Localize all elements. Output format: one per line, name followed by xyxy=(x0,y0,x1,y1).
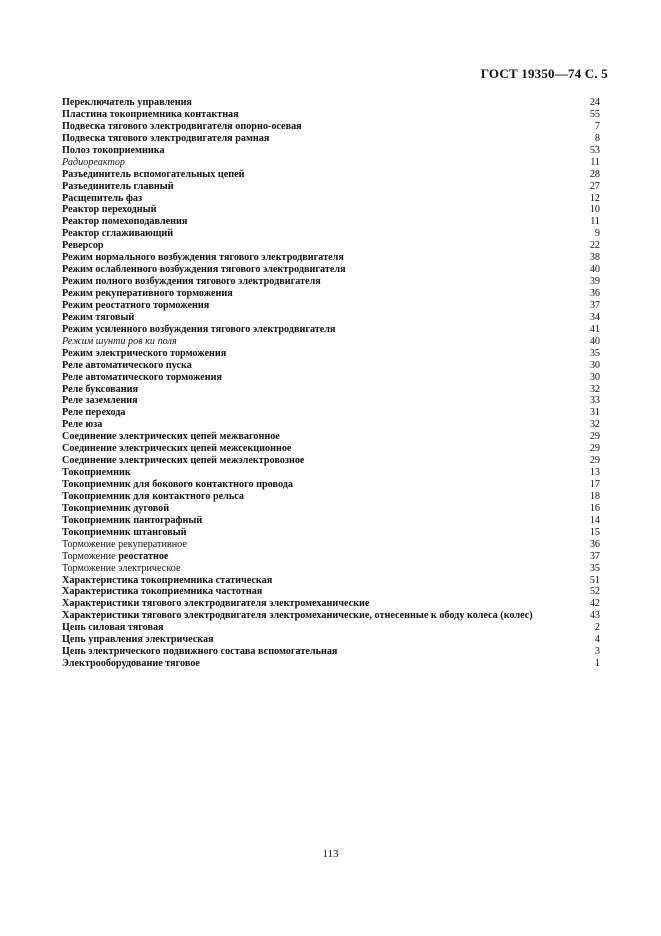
index-term: Характеристика токоприемника статическая xyxy=(62,574,273,586)
index-page-number: 36 xyxy=(589,538,600,550)
index-term: Характеристика токоприемника частотная xyxy=(62,586,263,598)
index-page-number: 10 xyxy=(589,204,600,216)
index-page-number: 37 xyxy=(589,550,600,562)
index-term: Характеристики тягового электродвигателя электромеханические xyxy=(62,598,370,610)
index-page-number: 51 xyxy=(589,574,600,586)
index-term: Переключатель управления xyxy=(62,97,192,108)
index-row xyxy=(62,527,600,539)
index-page-number: 34 xyxy=(589,311,600,323)
index-page-number: 40 xyxy=(589,264,600,276)
index-term: Токоприемник xyxy=(62,467,131,479)
index-term: Режим полного возбуждения тягового электродвигателя xyxy=(62,276,321,288)
index-term: Подвеска тягового электродвигателя рамная xyxy=(62,132,270,144)
index-term: Торможение электрическое xyxy=(62,562,181,574)
index-page-number: 52 xyxy=(589,586,600,598)
index-row xyxy=(62,563,600,575)
index-row xyxy=(62,479,600,491)
index-row xyxy=(62,193,600,205)
index-row xyxy=(62,419,600,431)
index-page-number: 28 xyxy=(589,168,600,180)
index-row xyxy=(62,503,600,515)
index-row xyxy=(62,551,600,563)
index-term-emphasis: реостатное xyxy=(118,550,169,562)
index-page-number: 32 xyxy=(589,419,600,431)
index-term: Токоприемник дуговой xyxy=(62,502,170,514)
index-row xyxy=(62,336,600,348)
page-header: ГОСТ 19350—74 С. 5 xyxy=(480,66,608,81)
index-page-number: 24 xyxy=(589,97,600,108)
index-page-number: 43 xyxy=(589,610,600,622)
index-page-number: 2 xyxy=(594,622,600,634)
index-term: Реле автоматического торможения xyxy=(62,371,222,383)
index-term: Реле автоматического пуска xyxy=(62,359,192,371)
index-row xyxy=(62,658,600,670)
index-term xyxy=(62,551,168,563)
index-page-number: 35 xyxy=(589,562,600,574)
index-page-number: 35 xyxy=(589,347,600,359)
index-page-number: 3 xyxy=(594,646,600,658)
index-page-number: 40 xyxy=(589,335,600,347)
index-term: Токоприемник пантографный xyxy=(62,514,203,526)
index-page-number: 29 xyxy=(589,431,600,443)
index-page-number: 30 xyxy=(589,371,600,383)
index-term: Реактор переходный xyxy=(62,204,157,216)
index-term: Реле заземления xyxy=(62,395,138,407)
index-term: Реле юза xyxy=(62,419,103,431)
index-term: Соединение электрических цепей межвагонное xyxy=(62,431,280,443)
alphabetical-index xyxy=(62,97,600,670)
index-row xyxy=(62,288,600,300)
index-page-number: 16 xyxy=(589,502,600,514)
index-term: Реле буксования xyxy=(62,383,139,395)
index-page-number: 36 xyxy=(589,288,600,299)
index-term: Токоприемник для бокового контактного провода xyxy=(62,479,294,490)
index-row xyxy=(62,348,600,360)
index-row xyxy=(62,97,600,109)
index-page-number: 39 xyxy=(589,276,600,288)
index-term: Режим усиленного возбуждения тягового электродвигателя xyxy=(62,323,336,335)
index-term: Радиореактор xyxy=(62,156,126,168)
index-row xyxy=(62,264,600,276)
index-page-number: 4 xyxy=(594,634,600,646)
index-row xyxy=(62,431,600,443)
index-term: Реактор помехоподавления xyxy=(62,216,188,228)
index-term: Пластина токоприемника контактная xyxy=(62,108,239,120)
index-term: Режим тяговый xyxy=(62,311,135,323)
index-term: Цепь управления электрическая xyxy=(62,634,214,646)
index-row xyxy=(62,181,600,193)
index-row xyxy=(62,228,600,240)
index-page-number: 12 xyxy=(589,192,600,204)
index-row xyxy=(62,634,600,646)
index-term: Реверсор xyxy=(62,240,104,252)
index-page-number: 8 xyxy=(594,132,600,144)
index-term: Подвеска тягового электродвигателя опорно-осевая xyxy=(62,120,302,132)
index-term: Режим шунти ров ки поля xyxy=(62,335,177,347)
index-row xyxy=(62,133,600,145)
index-page-number: 11 xyxy=(590,156,600,168)
index-row xyxy=(62,312,600,324)
index-page-number: 22 xyxy=(589,240,600,252)
index-page-number: 30 xyxy=(589,359,600,371)
index-row xyxy=(62,598,600,610)
index-page-number: 13 xyxy=(589,467,600,479)
index-row xyxy=(62,610,600,622)
index-row xyxy=(62,372,600,384)
index-row xyxy=(62,240,600,252)
index-term: Режим рекуперативного торможения xyxy=(62,288,233,299)
index-row xyxy=(62,169,600,181)
index-row xyxy=(62,109,600,121)
index-page-number: 37 xyxy=(589,299,600,311)
index-row xyxy=(62,216,600,228)
index-row xyxy=(62,515,600,527)
index-page-number: 1 xyxy=(594,658,600,670)
index-row xyxy=(62,360,600,372)
index-row xyxy=(62,586,600,598)
index-page-number: 14 xyxy=(589,514,600,526)
index-row xyxy=(62,252,600,264)
index-term: Характеристики тягового электродвигателя электромеханические, отнесенные к ободу колеса (колес) xyxy=(62,610,533,622)
index-term: Расщепитель фаз xyxy=(62,192,143,204)
index-term: Цепь электрического подвижного состава вспомогательная xyxy=(62,646,338,658)
index-term: Полоз токоприемника xyxy=(62,144,165,156)
index-term-text: Торможение xyxy=(62,550,116,562)
index-term: Токоприемник для контактного рельса xyxy=(62,490,245,502)
index-page-number: 53 xyxy=(589,144,600,156)
index-page-number: 29 xyxy=(589,443,600,455)
index-row xyxy=(62,145,600,157)
index-page-number: 31 xyxy=(589,407,600,419)
index-page-number: 9 xyxy=(594,228,600,240)
index-row xyxy=(62,539,600,551)
page-number: 113 xyxy=(322,848,339,860)
index-row xyxy=(62,491,600,503)
index-page-number: 27 xyxy=(589,180,600,192)
index-row xyxy=(62,407,600,419)
index-term: Цепь силовая тяговая xyxy=(62,622,164,634)
index-row xyxy=(62,121,600,133)
index-row xyxy=(62,443,600,455)
index-page-number: 38 xyxy=(589,252,600,264)
index-row xyxy=(62,324,600,336)
index-term: Токоприемник штанговый xyxy=(62,526,187,538)
index-page-number: 42 xyxy=(589,598,600,610)
index-row xyxy=(62,300,600,312)
index-term: Режим нормального возбуждения тягового электродвигателя xyxy=(62,252,344,264)
index-row xyxy=(62,622,600,634)
index-page-number: 7 xyxy=(594,120,600,132)
index-page-number: 29 xyxy=(589,455,600,467)
index-row xyxy=(62,384,600,396)
index-term: Соединение электрических цепей межэлектровозное xyxy=(62,455,305,467)
index-page-number: 32 xyxy=(589,383,600,395)
index-page-number: 41 xyxy=(589,323,600,335)
index-row xyxy=(62,204,600,216)
index-row xyxy=(62,276,600,288)
index-term: Разъединитель вспомогательных цепей xyxy=(62,168,245,180)
index-page-number: 11 xyxy=(590,216,600,228)
index-term: Режим ослабленного возбуждения тягового электродвигателя xyxy=(62,264,346,276)
index-row xyxy=(62,575,600,587)
index-term: Электрооборудование тяговое xyxy=(62,658,200,670)
index-page-number: 55 xyxy=(589,108,600,120)
index-term: Реле перехода xyxy=(62,407,126,419)
index-row xyxy=(62,455,600,467)
index-term: Реактор сглаживающий xyxy=(62,228,174,240)
index-page-number: 15 xyxy=(589,526,600,538)
index-page-number: 18 xyxy=(589,490,600,502)
index-page-number: 17 xyxy=(589,479,600,490)
index-row xyxy=(62,395,600,407)
index-term: Режим электрического торможения xyxy=(62,347,227,359)
index-row xyxy=(62,467,600,479)
index-term: Торможение рекуперативное xyxy=(62,538,187,550)
index-row xyxy=(62,157,600,169)
index-page-number: 33 xyxy=(589,395,600,407)
index-term: Режим реостатного торможения xyxy=(62,299,210,311)
index-term: Разъединитель главный xyxy=(62,180,174,192)
index-row xyxy=(62,646,600,658)
index-term: Соединение электрических цепей межсекционное xyxy=(62,443,292,455)
